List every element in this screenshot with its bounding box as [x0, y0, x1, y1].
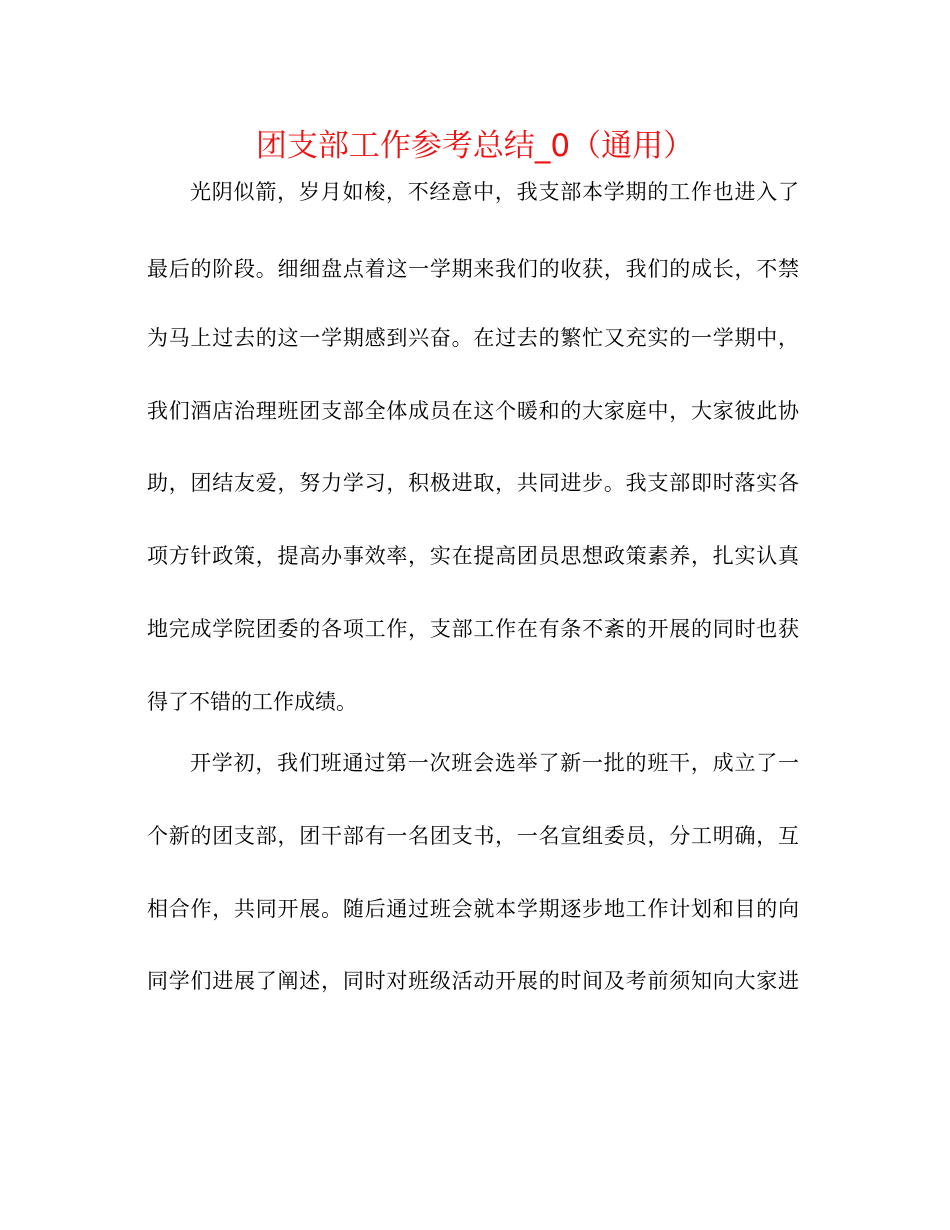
- paragraph-2-line-2: 个新的团支部，团干部有一名团支书，一名宣组委员，分工明确，互: [147, 824, 799, 848]
- paragraph-1-line-7: 地完成学院团委的各项工作，支部工作在有条不紊的开展的同时也获: [147, 617, 799, 641]
- paragraph-1-line-8: 得了不错的工作成绩。: [147, 690, 357, 714]
- paragraph-1-line-2: 最后的阶段。细细盘点着这一学期来我们的收获，我们的成长，不禁: [147, 257, 799, 281]
- paragraph-1-line-3: 为马上过去的这一学期感到兴奋。在过去的繁忙又充实的一学期中，: [147, 326, 799, 350]
- paragraph-1-line-6: 项方针政策，提高办事效率，实在提高团员思想政策素养，扎实认真: [147, 544, 799, 568]
- paragraph-1-line-1: 光阴似箭，岁月如梭，不经意中，我支部本学期的工作也进入了: [190, 180, 799, 204]
- document-title: 团支部工作参考总结_0（通用）: [255, 128, 695, 164]
- paragraph-1-line-4: 我们酒店治理班团支部全体成员在这个暖和的大家庭中，大家彼此协: [147, 399, 799, 423]
- paragraph-2-line-4: 同学们进展了阐述，同时对班级活动开展的时间及考前须知向大家进: [147, 969, 799, 993]
- paragraph-2-line-3: 相合作，共同开展。随后通过班会就本学期逐步地工作计划和目的向: [147, 897, 799, 921]
- paragraph-2-line-1: 开学初，我们班通过第一次班会选举了新一批的班干，成立了一: [190, 751, 799, 775]
- paragraph-1-line-5: 助，团结友爱，努力学习，积极进取，共同进步。我支部即时落实各: [147, 471, 799, 495]
